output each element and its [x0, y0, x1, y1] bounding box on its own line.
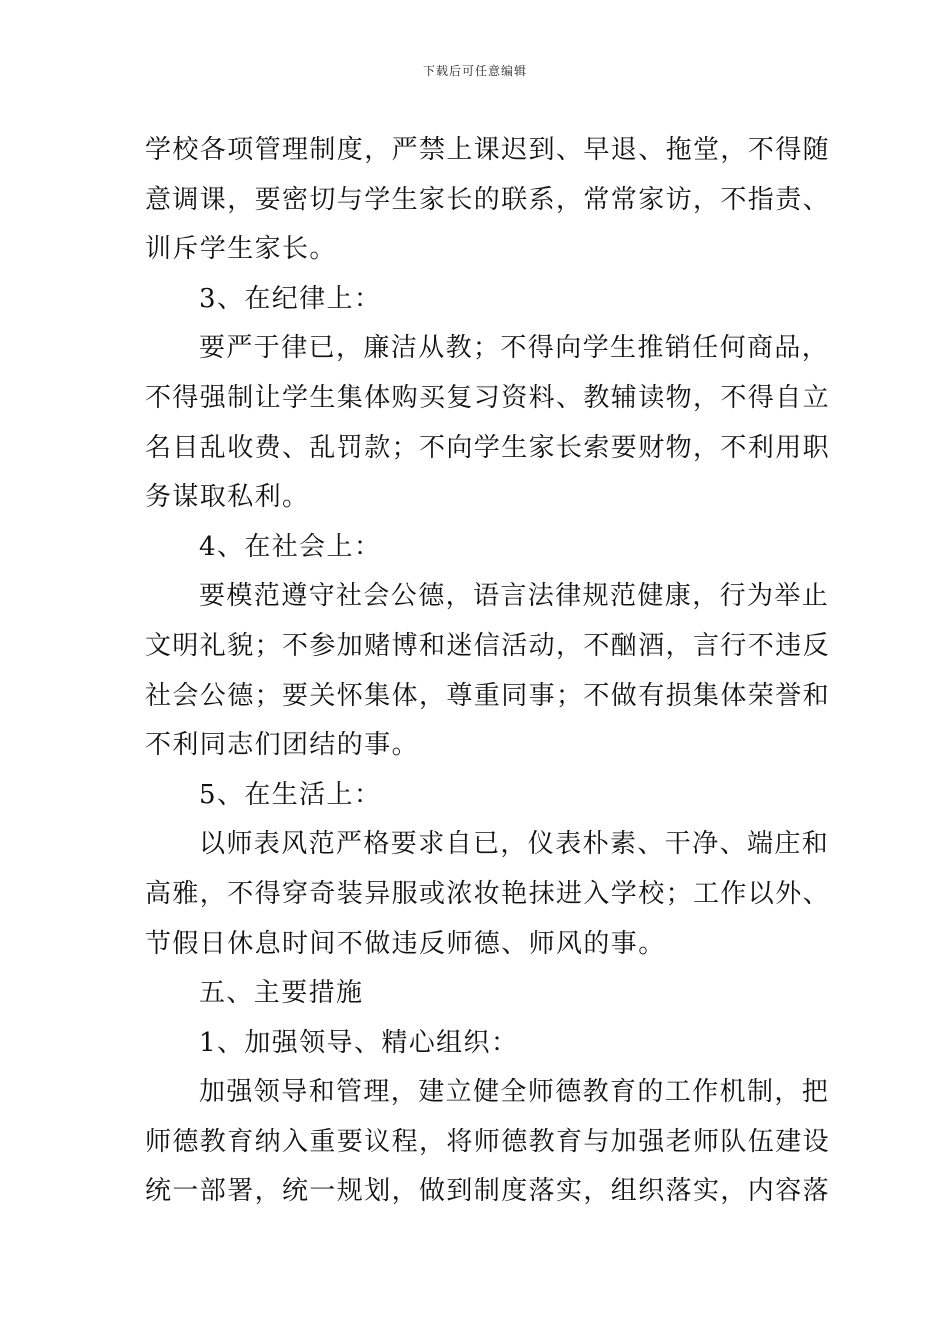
section-heading: 3、在纪律上： [199, 283, 382, 314]
text-line: 统一部署，统一规划，做到制度落实，组织落实，内容落 [145, 1176, 831, 1207]
section-heading: 4、在社会上： [199, 531, 382, 562]
text-line: 节假日休息时间不做违反师德、师风的事。 [145, 928, 666, 959]
page-header: 下载后可任意编辑 [422, 64, 527, 78]
document-body [145, 126, 831, 1217]
text-line: 意调课，要密切与学生家长的联系，常常家访，不指责、 [145, 184, 831, 215]
text-line: 文明礼貌；不参加赌博和迷信活动，不酗酒，言行不违反 [145, 630, 831, 661]
text-line: 加强领导和管理，建立健全师德教育的工作机制，把 [199, 1077, 830, 1108]
text-line: 要模范遵守社会公德，语言法律规范健康，行为举止 [199, 581, 830, 612]
text-line: 不利同志们团结的事。 [145, 730, 420, 761]
text-line: 师德教育纳入重要议程，将师德教育与加强老师队伍建设 [145, 1126, 831, 1157]
text-line: 学校各项管理制度，严禁上课迟到、早退、拖堂，不得随 [145, 135, 831, 165]
section-heading: 1、加强领导、精心组织： [199, 1027, 519, 1058]
text-line: 以师表风范严格要求自已，仪表朴素、干净、端庄和 [199, 829, 830, 860]
text-line: 高雅，不得穿奇装异服或浓妆艳抹进入学校；工作以外、 [145, 878, 831, 909]
text-line: 务谋取私利。 [145, 482, 310, 513]
text-line: 训斥学生家长。 [145, 234, 337, 265]
text-line: 名目乱收费、乱罚款；不向学生家长索要财物，不利用职 [145, 432, 831, 463]
text-line: 不得强制让学生集体购买复习资料、教辅读物，不得自立 [145, 382, 831, 413]
chapter-heading: 五、主要措施 [199, 978, 364, 1009]
text-line: 要严于律已，廉洁从教；不得向学生推销任何商品， [199, 333, 830, 364]
section-heading: 5、在生活上： [199, 779, 382, 810]
text-line: 社会公德；要关怀集体，尊重同事；不做有损集体荣誉和 [145, 680, 831, 711]
